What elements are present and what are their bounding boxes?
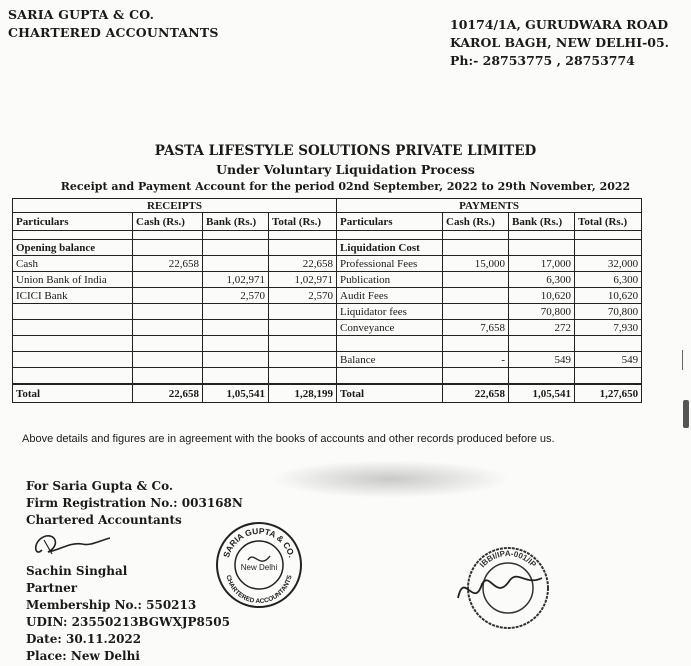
firm-designation: Chartered Accountants bbox=[26, 513, 182, 527]
col-header-particulars: Particulars bbox=[337, 213, 443, 231]
sign-date: Date: 30.11.2022 bbox=[26, 632, 142, 646]
firm-seal-top-text: SARIA GUPTA & CO. bbox=[221, 525, 297, 559]
payment-bank: 6,300 bbox=[509, 272, 575, 288]
payment-cash: 7,658 bbox=[443, 320, 509, 336]
sign-place: Place: New Delhi bbox=[26, 649, 140, 663]
payment-total: 10,620 bbox=[575, 288, 642, 304]
payment-cash bbox=[443, 240, 509, 256]
receipt-particulars: Cash bbox=[13, 256, 133, 272]
firm-address bbox=[450, 16, 669, 70]
col-header-total: Total (Rs.) bbox=[575, 213, 642, 231]
col-header-cash: Cash (Rs.) bbox=[443, 213, 509, 231]
page-edge-mark bbox=[682, 350, 683, 370]
payment-bank: 17,000 bbox=[509, 256, 575, 272]
total-receipts-cash: 22,658 bbox=[133, 384, 203, 403]
receipt-bank: 1,02,971 bbox=[203, 272, 269, 288]
payment-total: 32,000 bbox=[575, 256, 642, 272]
period-title: Receipt and Payment Account for the period 02nd September, 2022 to 29th November, 2022 bbox=[60, 180, 631, 193]
col-header-particulars: Particulars bbox=[13, 213, 133, 231]
liquidation-subtitle: Under Voluntary Liquidation Process bbox=[216, 162, 475, 177]
payment-cash: 15,000 bbox=[443, 256, 509, 272]
partner-seal-icon bbox=[452, 540, 562, 630]
table-row bbox=[13, 272, 642, 288]
for-firm-line: For Saria Gupta & Co. bbox=[26, 479, 174, 493]
payment-particulars: Liquidation Cost bbox=[337, 240, 443, 256]
receipt-particulars: Opening balance bbox=[13, 240, 133, 256]
receipt-cash: 22,658 bbox=[133, 256, 203, 272]
table-row bbox=[13, 336, 642, 352]
payment-total bbox=[575, 240, 642, 256]
col-header-cash: Cash (Rs.) bbox=[133, 213, 203, 231]
table-row bbox=[13, 256, 642, 272]
payment-cash: - bbox=[443, 352, 509, 368]
col-header-bank: Bank (Rs.) bbox=[203, 213, 269, 231]
firm-type: CHARTERED ACCOUNTANTS bbox=[8, 25, 219, 40]
payment-bank: 549 bbox=[509, 352, 575, 368]
partner-seal-text: IBBI/IPA-001/IP bbox=[477, 548, 539, 570]
table-row bbox=[13, 320, 642, 336]
payment-particulars: Conveyance bbox=[337, 320, 443, 336]
total-payments-total: 1,27,650 bbox=[575, 384, 642, 403]
payments-header: PAYMENTS bbox=[337, 199, 642, 213]
payment-cash bbox=[443, 288, 509, 304]
phone-line: Ph:- 28753775 , 28753774 bbox=[450, 53, 635, 68]
payment-particulars: Professional Fees bbox=[337, 256, 443, 272]
redacted-smudge bbox=[270, 460, 510, 498]
firm-name: SARIA GUPTA & CO. bbox=[8, 7, 155, 22]
signatory-block bbox=[26, 478, 243, 665]
payment-bank: 70,800 bbox=[509, 304, 575, 320]
payment-cash bbox=[443, 304, 509, 320]
receipt-particulars: Union Bank of India bbox=[13, 272, 133, 288]
partner-name: Sachin Singhal bbox=[26, 564, 128, 578]
firm-seal-center-text: New Delhi bbox=[240, 563, 278, 572]
udin-number: UDIN: 23550213BGWXJP8505 bbox=[26, 615, 230, 629]
payment-bank bbox=[509, 240, 575, 256]
receipt-total: 22,658 bbox=[269, 256, 337, 272]
payment-particulars: Balance bbox=[337, 352, 443, 368]
receipt-total: 2,570 bbox=[269, 288, 337, 304]
receipt-cash bbox=[133, 288, 203, 304]
table-row bbox=[13, 352, 642, 368]
page-edge-mark bbox=[683, 400, 689, 428]
payment-particulars: Audit Fees bbox=[337, 288, 443, 304]
payment-total: 6,300 bbox=[575, 272, 642, 288]
total-receipts-total: 1,28,199 bbox=[269, 384, 337, 403]
table-row bbox=[13, 368, 642, 385]
svg-text:IBBI/IPA-001/IP bbox=[478, 549, 539, 570]
receipt-total bbox=[269, 240, 337, 256]
table-row bbox=[13, 288, 642, 304]
address-line-1: 10174/1A, GURUDWARA ROAD bbox=[450, 17, 669, 32]
receipts-header: RECEIPTS bbox=[13, 199, 337, 213]
payment-bank: 10,620 bbox=[509, 288, 575, 304]
agreement-note: Above details and figures are in agreement with the books of accounts and other records produced before us. bbox=[22, 433, 555, 445]
col-header-bank: Bank (Rs.) bbox=[509, 213, 575, 231]
membership-number: Membership No.: 550213 bbox=[26, 598, 197, 612]
total-label: Total bbox=[337, 384, 443, 403]
handwritten-signature-icon bbox=[30, 528, 140, 564]
firm-seal-bottom-text: CHARTERED ACCOUNTANTS bbox=[224, 574, 294, 606]
receipt-bank bbox=[203, 240, 269, 256]
table-row bbox=[13, 304, 642, 320]
firm-header bbox=[8, 6, 219, 42]
receipt-payment-table bbox=[12, 198, 642, 403]
payment-particulars: Liquidator fees bbox=[337, 304, 443, 320]
receipt-bank: 2,570 bbox=[203, 288, 269, 304]
svg-text:SARIA GUPTA & CO. bbox=[221, 526, 297, 559]
firm-registration: Firm Registration No.: 003168N bbox=[26, 496, 243, 510]
payment-total: 549 bbox=[575, 352, 642, 368]
table-row bbox=[13, 231, 642, 240]
total-row bbox=[13, 384, 642, 403]
receipt-particulars: ICICI Bank bbox=[13, 288, 133, 304]
col-header-total: Total (Rs.) bbox=[269, 213, 337, 231]
payment-cash bbox=[443, 272, 509, 288]
payment-total: 70,800 bbox=[575, 304, 642, 320]
partner-role: Partner bbox=[26, 581, 78, 595]
company-title: PASTA LIFESTYLE SOLUTIONS PRIVATE LIMITED bbox=[154, 143, 537, 159]
payment-bank: 272 bbox=[509, 320, 575, 336]
payment-total: 7,930 bbox=[575, 320, 642, 336]
firm-seal-icon bbox=[214, 520, 304, 610]
payment-particulars: Publication bbox=[337, 272, 443, 288]
table-row bbox=[13, 240, 642, 256]
total-receipts-bank: 1,05,541 bbox=[203, 384, 269, 403]
receipt-cash bbox=[133, 272, 203, 288]
total-payments-bank: 1,05,541 bbox=[509, 384, 575, 403]
total-label: Total bbox=[13, 384, 133, 403]
receipt-bank bbox=[203, 256, 269, 272]
total-payments-cash: 22,658 bbox=[443, 384, 509, 403]
address-line-2: KAROL BAGH, NEW DELHI-05. bbox=[450, 35, 670, 50]
receipt-cash bbox=[133, 240, 203, 256]
receipt-total: 1,02,971 bbox=[269, 272, 337, 288]
